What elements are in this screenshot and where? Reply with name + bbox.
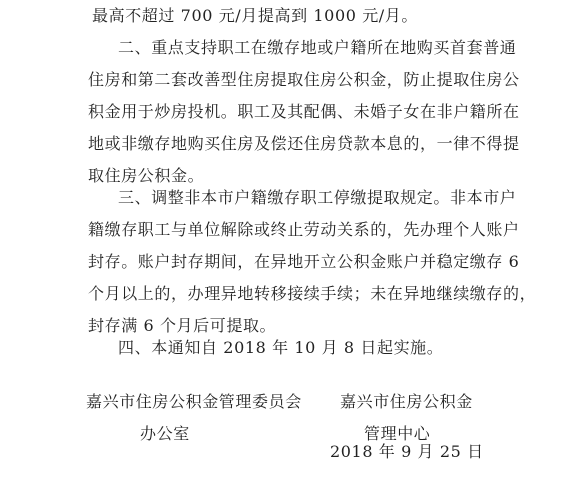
signature-left-line1: 嘉兴市住房公积金管理委员会 <box>86 392 302 411</box>
body-line: 四、本通知自 2018 年 10 月 8 日起实施。 <box>118 338 444 357</box>
body-line: 二、重点支持职工在缴存地或户籍所在地购买首套普通 <box>118 38 517 57</box>
body-line: 积金用于炒房投机。职工及其配偶、未婚子女在非户籍所在 <box>88 102 520 121</box>
body-line: 籍缴存职工与单位解除或终止劳动关系的，先办理个人账户 <box>88 220 520 239</box>
body-line: 地或非缴存地购买住房及偿还住房贷款本息的，一律不得提 <box>88 134 520 153</box>
body-line: 封存满 6 个月后可提取。 <box>88 316 277 335</box>
body-line: 封存。账户封存期间，在异地开立公积金账户并稳定缴存 6 <box>88 252 520 271</box>
signature-right-line1: 嘉兴市住房公积金 <box>340 392 473 411</box>
body-line: 最高不超过 700 元/月提高到 1000 元/月。 <box>92 6 418 25</box>
signature-right-line2: 管理中心 <box>364 424 431 443</box>
signature-left-line2: 办公室 <box>140 424 190 443</box>
body-line: 取住房公积金。 <box>88 166 205 185</box>
body-line: 个月以上的，办理异地转移接续手续；未在异地继续缴存的， <box>88 284 537 303</box>
body-line: 住房和第二套改善型住房提取住房公积金，防止提取住房公 <box>88 70 520 89</box>
signature-date: 2018 年 9 月 25 日 <box>330 442 484 461</box>
body-line: 三、调整非本市户籍缴存职工停缴提取规定。非本市户 <box>118 188 517 207</box>
